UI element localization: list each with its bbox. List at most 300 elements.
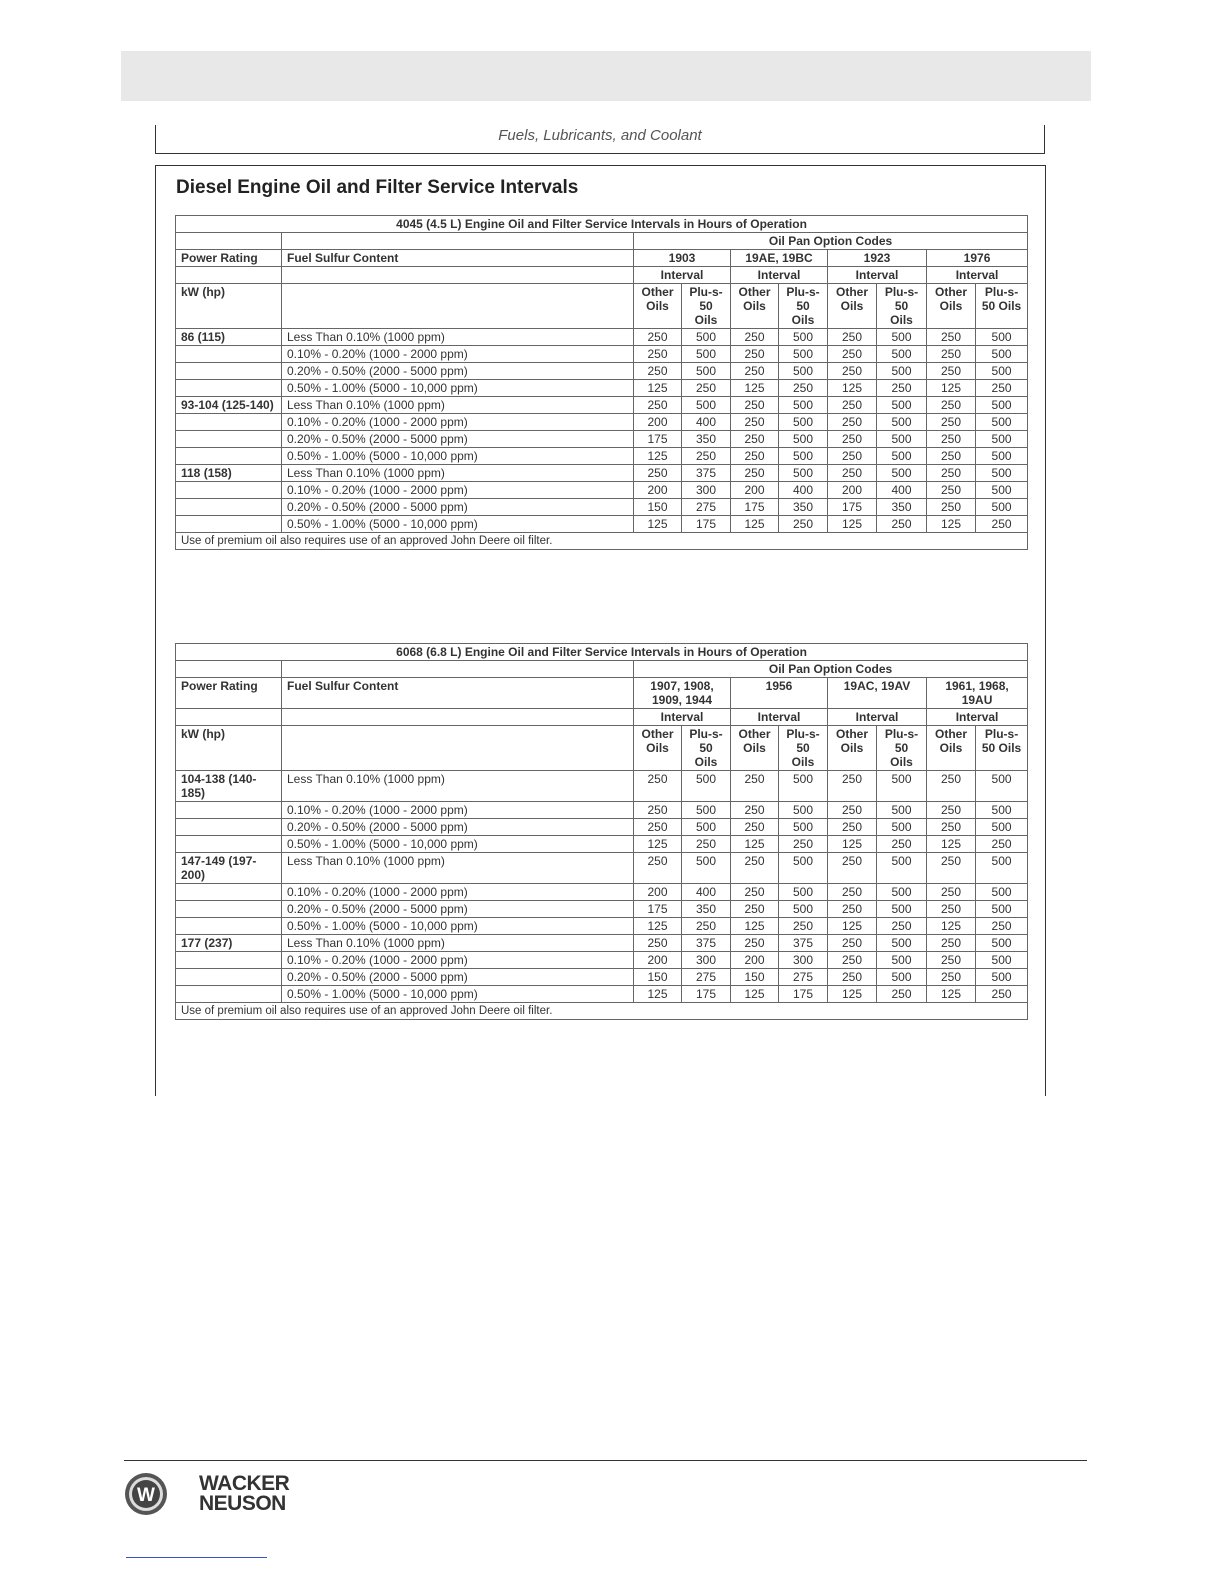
power-rating-cell [176, 414, 282, 431]
interval-value-cell: 350 [779, 499, 828, 516]
interval-value-cell: 275 [682, 969, 731, 986]
interval-value-cell: 250 [828, 853, 877, 884]
interval-value-cell: 250 [731, 448, 779, 465]
power-rating-header: Power Rating [176, 250, 282, 267]
interval-value-cell: 375 [682, 465, 731, 482]
interval-value-cell: 500 [976, 414, 1028, 431]
logo-line-2: NEUSON [199, 1492, 286, 1515]
interval-value-cell: 250 [828, 346, 877, 363]
table-row [176, 346, 1028, 363]
blank-cell [176, 709, 282, 726]
power-rating-cell [176, 482, 282, 499]
table-row [176, 363, 1028, 380]
interval-value-cell: 250 [634, 346, 682, 363]
interval-value-cell: 250 [779, 836, 828, 853]
interval-value-cell: 250 [828, 397, 877, 414]
interval-value-cell: 250 [634, 329, 682, 346]
plus50-oils-header: Plu-s-50 Oils [976, 284, 1028, 329]
blank-cell [282, 284, 634, 329]
fuel-sulfur-header: Fuel Sulfur Content [282, 250, 634, 267]
interval-value-cell: 250 [877, 918, 927, 935]
oil-pan-header: Oil Pan Option Codes [634, 233, 1028, 250]
interval-header: Interval [731, 709, 828, 726]
section-header-frame [155, 125, 1045, 154]
interval-value-cell: 175 [731, 499, 779, 516]
interval-value-cell: 400 [877, 482, 927, 499]
table-footnote: Use of premium oil also requires use of an approved John Deere oil filter. [176, 1003, 1028, 1020]
table-row [176, 771, 1028, 802]
other-oils-header: Other Oils [927, 726, 976, 771]
table-caption: 4045 (4.5 L) Engine Oil and Filter Service Intervals in Hours of Operation [176, 216, 1028, 233]
interval-value-cell: 200 [634, 414, 682, 431]
kw-hp-header: kW (hp) [176, 284, 282, 329]
interval-value-cell: 250 [976, 836, 1028, 853]
table-row [176, 884, 1028, 901]
interval-value-cell: 250 [682, 380, 731, 397]
interval-header: Interval [634, 709, 731, 726]
table-row [176, 482, 1028, 499]
interval-value-cell: 500 [779, 884, 828, 901]
interval-value-cell: 500 [779, 363, 828, 380]
interval-value-cell: 175 [682, 986, 731, 1003]
service-interval-table-4045 [175, 215, 1028, 550]
interval-value-cell: 250 [877, 380, 927, 397]
table-row [176, 935, 1028, 952]
table-row [176, 431, 1028, 448]
interval-value-cell: 500 [976, 771, 1028, 802]
interval-value-cell: 250 [731, 431, 779, 448]
interval-value-cell: 500 [877, 465, 927, 482]
interval-value-cell: 175 [682, 516, 731, 533]
other-oils-header: Other Oils [731, 284, 779, 329]
power-rating-cell [176, 969, 282, 986]
fuel-sulfur-cell: 0.50% - 1.00% (5000 - 10,000 ppm) [282, 918, 634, 935]
interval-value-cell: 500 [682, 363, 731, 380]
interval-value-cell: 125 [634, 836, 682, 853]
interval-value-cell: 125 [927, 516, 976, 533]
interval-value-cell: 500 [682, 853, 731, 884]
blank-cell [282, 233, 634, 250]
fuel-sulfur-cell: Less Than 0.10% (1000 ppm) [282, 329, 634, 346]
table-row [176, 986, 1028, 1003]
interval-value-cell: 500 [682, 397, 731, 414]
power-rating-cell [176, 836, 282, 853]
interval-value-cell: 250 [828, 329, 877, 346]
table-row [176, 465, 1028, 482]
plus50-oils-header: Plu-s-50 Oils [682, 726, 731, 771]
interval-header: Interval [634, 267, 731, 284]
interval-value-cell: 150 [731, 969, 779, 986]
header-band [121, 51, 1091, 101]
interval-value-cell: 500 [976, 969, 1028, 986]
power-rating-cell: 86 (115) [176, 329, 282, 346]
fuel-sulfur-cell: 0.10% - 0.20% (1000 - 2000 ppm) [282, 884, 634, 901]
table-caption: 6068 (6.8 L) Engine Oil and Filter Service Intervals in Hours of Operation [176, 644, 1028, 661]
interval-value-cell: 300 [779, 952, 828, 969]
interval-value-cell: 500 [976, 499, 1028, 516]
table-row [176, 414, 1028, 431]
interval-value-cell: 250 [682, 836, 731, 853]
oil-pan-header: Oil Pan Option Codes [634, 661, 1028, 678]
option-code-header: 1903 [634, 250, 731, 267]
interval-value-cell: 250 [927, 969, 976, 986]
plus50-oils-header: Plu-s-50 Oils [877, 284, 927, 329]
other-oils-header: Other Oils [634, 726, 682, 771]
interval-value-cell: 175 [634, 431, 682, 448]
blank-cell [282, 709, 634, 726]
interval-value-cell: 250 [828, 884, 877, 901]
interval-value-cell: 200 [634, 884, 682, 901]
interval-value-cell: 250 [927, 819, 976, 836]
interval-value-cell: 250 [976, 516, 1028, 533]
other-oils-header: Other Oils [927, 284, 976, 329]
interval-value-cell: 350 [682, 901, 731, 918]
interval-value-cell: 250 [927, 329, 976, 346]
interval-value-cell: 250 [927, 802, 976, 819]
power-rating-cell [176, 952, 282, 969]
plus50-oils-header: Plu-s-50 Oils [779, 284, 828, 329]
power-rating-cell [176, 431, 282, 448]
interval-value-cell: 250 [634, 363, 682, 380]
interval-value-cell: 125 [828, 516, 877, 533]
interval-value-cell: 500 [779, 819, 828, 836]
interval-value-cell: 125 [731, 516, 779, 533]
power-rating-cell [176, 901, 282, 918]
table-row [176, 901, 1028, 918]
interval-value-cell: 500 [976, 853, 1028, 884]
interval-value-cell: 200 [731, 952, 779, 969]
fuel-sulfur-cell: 0.10% - 0.20% (1000 - 2000 ppm) [282, 414, 634, 431]
interval-value-cell: 500 [976, 329, 1028, 346]
power-rating-cell: 93-104 (125-140) [176, 397, 282, 414]
interval-value-cell: 125 [731, 986, 779, 1003]
interval-value-cell: 125 [731, 380, 779, 397]
fuel-sulfur-cell: 0.20% - 0.50% (2000 - 5000 ppm) [282, 969, 634, 986]
interval-value-cell: 175 [828, 499, 877, 516]
interval-value-cell: 250 [634, 802, 682, 819]
interval-value-cell: 250 [731, 819, 779, 836]
interval-value-cell: 500 [877, 952, 927, 969]
option-code-header: 1923 [828, 250, 927, 267]
blank-cell [282, 267, 634, 284]
interval-value-cell: 500 [976, 431, 1028, 448]
interval-value-cell: 250 [828, 465, 877, 482]
blank-cell [176, 267, 282, 284]
interval-value-cell: 250 [927, 901, 976, 918]
fuel-sulfur-cell: 0.10% - 0.20% (1000 - 2000 ppm) [282, 346, 634, 363]
interval-value-cell: 200 [731, 482, 779, 499]
interval-value-cell: 250 [927, 884, 976, 901]
fuel-sulfur-cell: Less Than 0.10% (1000 ppm) [282, 935, 634, 952]
interval-value-cell: 500 [976, 802, 1028, 819]
interval-value-cell: 125 [927, 836, 976, 853]
fuel-sulfur-cell: 0.20% - 0.50% (2000 - 5000 ppm) [282, 901, 634, 918]
interval-value-cell: 500 [976, 397, 1028, 414]
interval-value-cell: 500 [877, 853, 927, 884]
interval-value-cell: 500 [779, 853, 828, 884]
interval-value-cell: 500 [682, 329, 731, 346]
interval-value-cell: 125 [828, 918, 877, 935]
table-row [176, 380, 1028, 397]
option-code-header: 19AE, 19BC [731, 250, 828, 267]
power-rating-cell [176, 802, 282, 819]
interval-value-cell: 250 [779, 380, 828, 397]
interval-value-cell: 250 [877, 516, 927, 533]
interval-value-cell: 250 [779, 516, 828, 533]
fuel-sulfur-cell: Less Than 0.10% (1000 ppm) [282, 771, 634, 802]
interval-value-cell: 250 [828, 363, 877, 380]
interval-value-cell: 275 [779, 969, 828, 986]
fuel-sulfur-cell: Less Than 0.10% (1000 ppm) [282, 465, 634, 482]
interval-value-cell: 125 [634, 448, 682, 465]
interval-value-cell: 125 [634, 516, 682, 533]
interval-value-cell: 500 [976, 819, 1028, 836]
interval-value-cell: 350 [877, 499, 927, 516]
power-rating-cell [176, 448, 282, 465]
blank-cell [282, 661, 634, 678]
interval-header: Interval [828, 267, 927, 284]
interval-value-cell: 250 [731, 465, 779, 482]
option-code-header: 1976 [927, 250, 1028, 267]
fuel-sulfur-cell: 0.20% - 0.50% (2000 - 5000 ppm) [282, 363, 634, 380]
interval-value-cell: 200 [634, 482, 682, 499]
power-rating-cell [176, 516, 282, 533]
interval-value-cell: 500 [779, 329, 828, 346]
interval-header: Interval [927, 709, 1028, 726]
plus50-oils-header: Plu-s-50 Oils [976, 726, 1028, 771]
power-rating-cell [176, 986, 282, 1003]
interval-value-cell: 500 [976, 363, 1028, 380]
interval-value-cell: 125 [634, 918, 682, 935]
interval-value-cell: 200 [828, 482, 877, 499]
interval-value-cell: 500 [682, 346, 731, 363]
interval-value-cell: 250 [927, 431, 976, 448]
interval-value-cell: 125 [731, 836, 779, 853]
interval-value-cell: 250 [927, 465, 976, 482]
interval-value-cell: 250 [731, 329, 779, 346]
brand-logo-text [199, 1474, 289, 1514]
power-rating-cell [176, 380, 282, 397]
table-row [176, 499, 1028, 516]
interval-value-cell: 250 [731, 802, 779, 819]
plus50-oils-header: Plu-s-50 Oils [682, 284, 731, 329]
logo-line-1: WACKER [199, 1472, 290, 1495]
power-rating-cell: 118 (158) [176, 465, 282, 482]
kw-hp-header: kW (hp) [176, 726, 282, 771]
option-code-header: 1961, 1968, 19AU [927, 678, 1028, 709]
interval-value-cell: 500 [976, 901, 1028, 918]
interval-value-cell: 125 [634, 986, 682, 1003]
interval-value-cell: 500 [976, 482, 1028, 499]
interval-value-cell: 500 [877, 819, 927, 836]
svg-text:W: W [137, 1485, 155, 1506]
interval-value-cell: 300 [682, 482, 731, 499]
interval-value-cell: 150 [634, 499, 682, 516]
interval-value-cell: 275 [682, 499, 731, 516]
blank-cell [176, 233, 282, 250]
plus50-oils-header: Plu-s-50 Oils [779, 726, 828, 771]
interval-value-cell: 250 [731, 346, 779, 363]
interval-value-cell: 250 [877, 836, 927, 853]
interval-value-cell: 500 [682, 819, 731, 836]
interval-value-cell: 250 [927, 482, 976, 499]
fuel-sulfur-cell: 0.50% - 1.00% (5000 - 10,000 ppm) [282, 516, 634, 533]
interval-value-cell: 500 [779, 414, 828, 431]
interval-value-cell: 500 [976, 346, 1028, 363]
table-row [176, 448, 1028, 465]
table-row [176, 802, 1028, 819]
interval-value-cell: 250 [976, 986, 1028, 1003]
interval-value-cell: 250 [731, 884, 779, 901]
fuel-sulfur-cell: 0.50% - 1.00% (5000 - 10,000 ppm) [282, 986, 634, 1003]
other-oils-header: Other Oils [828, 726, 877, 771]
interval-value-cell: 250 [927, 346, 976, 363]
interval-value-cell: 250 [634, 935, 682, 952]
interval-value-cell: 500 [779, 771, 828, 802]
interval-value-cell: 300 [682, 952, 731, 969]
table-row [176, 918, 1028, 935]
other-oils-header: Other Oils [634, 284, 682, 329]
interval-value-cell: 125 [828, 986, 877, 1003]
table-row [176, 516, 1028, 533]
interval-value-cell: 500 [779, 346, 828, 363]
interval-value-cell: 250 [927, 935, 976, 952]
interval-value-cell: 250 [828, 901, 877, 918]
interval-value-cell: 500 [877, 884, 927, 901]
fuel-sulfur-cell: 0.20% - 0.50% (2000 - 5000 ppm) [282, 819, 634, 836]
interval-value-cell: 250 [828, 952, 877, 969]
power-rating-cell [176, 819, 282, 836]
interval-value-cell: 500 [976, 884, 1028, 901]
interval-value-cell: 250 [927, 448, 976, 465]
interval-value-cell: 500 [877, 431, 927, 448]
plus50-oils-header: Plu-s-50 Oils [877, 726, 927, 771]
fuel-sulfur-cell: 0.10% - 0.20% (1000 - 2000 ppm) [282, 952, 634, 969]
interval-value-cell: 250 [731, 771, 779, 802]
power-rating-header: Power Rating [176, 678, 282, 709]
option-code-header: 1907, 1908, 1909, 1944 [634, 678, 731, 709]
interval-value-cell: 500 [877, 802, 927, 819]
interval-value-cell: 250 [731, 935, 779, 952]
other-oils-header: Other Oils [731, 726, 779, 771]
interval-value-cell: 250 [634, 397, 682, 414]
interval-value-cell: 250 [927, 363, 976, 380]
interval-value-cell: 250 [927, 397, 976, 414]
option-code-header: 19AC, 19AV [828, 678, 927, 709]
interval-value-cell: 400 [779, 482, 828, 499]
interval-value-cell: 500 [779, 397, 828, 414]
interval-value-cell: 500 [682, 771, 731, 802]
footer-divider [124, 1460, 1087, 1461]
interval-value-cell: 250 [731, 363, 779, 380]
interval-value-cell: 500 [877, 448, 927, 465]
interval-value-cell: 250 [731, 397, 779, 414]
interval-value-cell: 500 [976, 465, 1028, 482]
interval-value-cell: 250 [828, 448, 877, 465]
power-rating-cell [176, 884, 282, 901]
interval-value-cell: 250 [828, 802, 877, 819]
power-rating-cell [176, 499, 282, 516]
interval-value-cell: 250 [682, 448, 731, 465]
fuel-sulfur-cell: 0.50% - 1.00% (5000 - 10,000 ppm) [282, 380, 634, 397]
interval-header: Interval [828, 709, 927, 726]
interval-value-cell: 125 [927, 918, 976, 935]
interval-value-cell: 250 [828, 771, 877, 802]
interval-header: Interval [731, 267, 828, 284]
interval-value-cell: 250 [927, 414, 976, 431]
interval-value-cell: 150 [634, 969, 682, 986]
interval-value-cell: 500 [877, 329, 927, 346]
option-code-header: 1956 [731, 678, 828, 709]
interval-value-cell: 500 [779, 901, 828, 918]
interval-value-cell: 250 [634, 853, 682, 884]
interval-value-cell: 250 [976, 918, 1028, 935]
power-rating-cell: 147-149 (197-200) [176, 853, 282, 884]
fuel-sulfur-cell: 0.50% - 1.00% (5000 - 10,000 ppm) [282, 836, 634, 853]
interval-value-cell: 125 [828, 836, 877, 853]
interval-value-cell: 250 [828, 969, 877, 986]
interval-value-cell: 200 [634, 952, 682, 969]
power-rating-cell [176, 363, 282, 380]
interval-value-cell: 250 [779, 918, 828, 935]
interval-header: Interval [927, 267, 1028, 284]
wacker-neuson-logo-icon [124, 1472, 168, 1516]
fuel-sulfur-cell: 0.20% - 0.50% (2000 - 5000 ppm) [282, 431, 634, 448]
fuel-sulfur-header: Fuel Sulfur Content [282, 678, 634, 709]
interval-value-cell: 175 [779, 986, 828, 1003]
interval-value-cell: 500 [976, 952, 1028, 969]
fuel-sulfur-cell: 0.50% - 1.00% (5000 - 10,000 ppm) [282, 448, 634, 465]
interval-value-cell: 175 [634, 901, 682, 918]
interval-value-cell: 350 [682, 431, 731, 448]
service-interval-table-6068 [175, 643, 1028, 1020]
interval-value-cell: 500 [976, 448, 1028, 465]
footer-link-underline [126, 1557, 267, 1558]
interval-value-cell: 250 [731, 901, 779, 918]
table-row [176, 819, 1028, 836]
interval-value-cell: 125 [828, 380, 877, 397]
interval-value-cell: 500 [779, 448, 828, 465]
fuel-sulfur-cell: 0.10% - 0.20% (1000 - 2000 ppm) [282, 802, 634, 819]
fuel-sulfur-cell: Less Than 0.10% (1000 ppm) [282, 853, 634, 884]
interval-value-cell: 500 [877, 346, 927, 363]
interval-value-cell: 250 [731, 853, 779, 884]
interval-value-cell: 250 [731, 414, 779, 431]
interval-value-cell: 250 [828, 819, 877, 836]
interval-value-cell: 500 [779, 431, 828, 448]
interval-value-cell: 250 [828, 935, 877, 952]
interval-value-cell: 500 [877, 414, 927, 431]
interval-value-cell: 500 [877, 771, 927, 802]
interval-value-cell: 250 [828, 414, 877, 431]
interval-value-cell: 500 [779, 465, 828, 482]
interval-value-cell: 250 [927, 853, 976, 884]
table-row [176, 969, 1028, 986]
interval-value-cell: 250 [682, 918, 731, 935]
interval-value-cell: 500 [976, 935, 1028, 952]
interval-value-cell: 500 [877, 397, 927, 414]
power-rating-cell: 104-138 (140-185) [176, 771, 282, 802]
table-row [176, 397, 1028, 414]
interval-value-cell: 250 [927, 771, 976, 802]
interval-value-cell: 500 [877, 901, 927, 918]
interval-value-cell: 500 [779, 802, 828, 819]
interval-value-cell: 375 [779, 935, 828, 952]
table-row [176, 329, 1028, 346]
interval-value-cell: 250 [634, 771, 682, 802]
fuel-sulfur-cell: 0.10% - 0.20% (1000 - 2000 ppm) [282, 482, 634, 499]
interval-value-cell: 250 [927, 952, 976, 969]
